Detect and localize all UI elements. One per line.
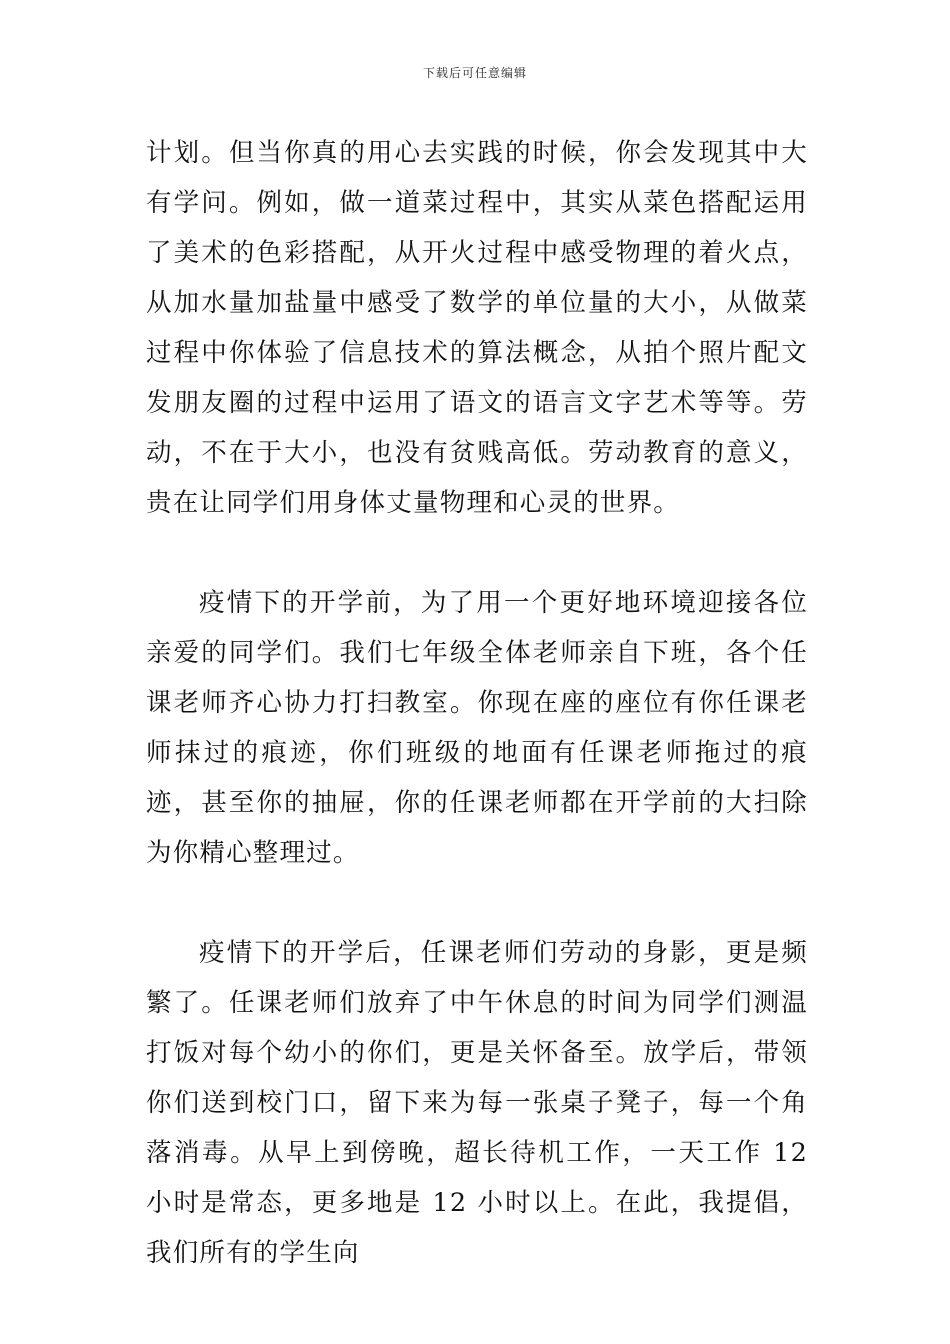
paragraph-2: 疫情下的开学前，为了用一个更好地环境迎接各位亲爱的同学们。我们七年级全体老师亲自下班，各个任课老师齐心协力打扫教室。你现在座的座位有你任课老师抹过的痕迹，你们班级的地面有任课老师拖过的痕迹，甚至你的抽屉，你的任课老师都在开学前的大扫除为你精心整理过。 [146,588,808,868]
page-header: 下载后可任意编辑 [422,66,527,80]
paragraph-3: 疫情下的开学后，任课老师们劳动的身影，更是频繁了。任课老师们放弃了中午休息的时间为同学们测温打饭对每个幼小的你们，更是关怀备至。放学后，带领你们送到校门口，留下来为每一张桌子凳子，每一个角落消毒。从早上到傍晚，超长待机工作，一天工作 12 小时是常态，更多地是 12 小时以上。在此，我提倡，我们所有的学生向 [146,938,808,1268]
document-body [146,128,808,1278]
paragraph-spacer [146,528,808,578]
paragraph-1: 计划。但当你真的用心去实践的时候，你会发现其中大有学问。例如，做一道菜过程中，其实从菜色搭配运用了美术的色彩搭配，从开火过程中感受物理的着火点，从加水量加盐量中感受了数学的单位量的大小，从做菜过程中你体验了信息技术的算法概念，从拍个照片配文发朋友圈的过程中运用了语文的语言文字艺术等等。劳动，不在于大小，也没有贫贱高低。劳动教育的意义，贵在让同学们用身体丈量物理和心灵的世界。 [146,138,808,518]
paragraph-spacer [146,878,808,928]
